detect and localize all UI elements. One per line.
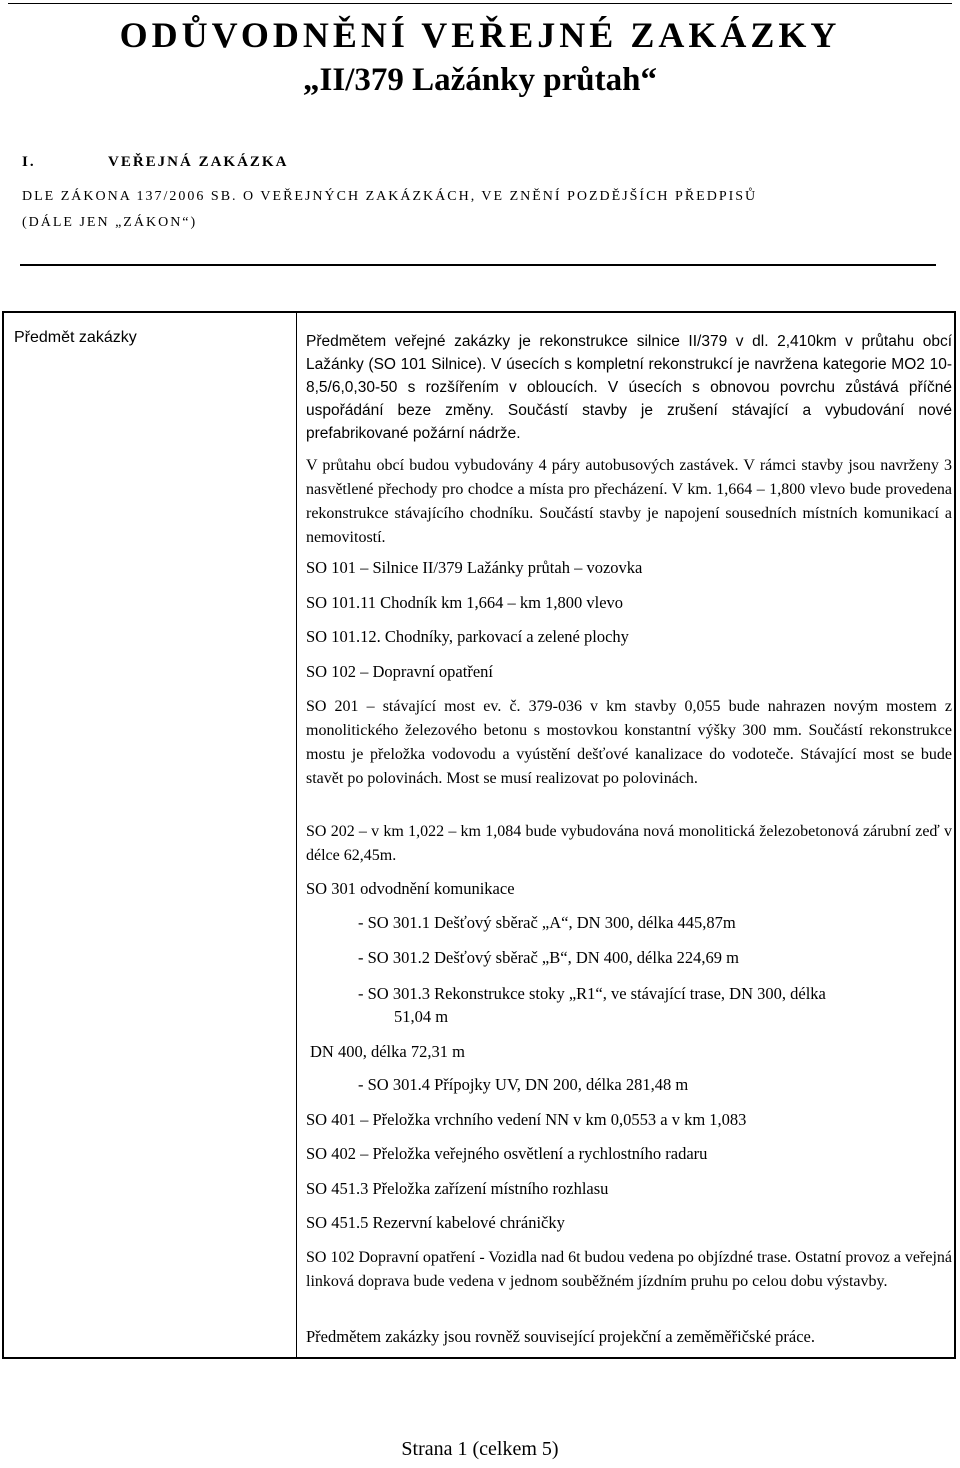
so4513-item: SO 451.3 Přeložka zařízení místního rozhlasu [306,1179,609,1198]
so3013-item-cont: 51,04 m [394,1007,449,1026]
so10112-item: SO 101.12. Chodníky, parkovací a zelené plochy [306,627,629,646]
subject-table [2,311,956,1359]
top-rule [8,3,952,4]
law-reference-line1: DLE ZÁKONA 137/2006 SB. O VEŘEJNÝCH ZAKÁZKÁCH, VE ZNĚNÍ POZDĚJŠÍCH PŘEDPISŮ [22,189,758,204]
law-reference-line2: (DÁLE JEN „ZÁKON“) [22,215,198,230]
so402-item: SO 402 – Přeložka veřejného osvětlení a rychlostního radaru [306,1144,708,1163]
section-title: VEŘEJNÁ ZAKÁZKA [108,154,289,170]
section-rule [20,264,936,266]
bus-stops-paragraph: V průtahu obcí budou vybudovány 4 páry autobusových zastávek. V rámci stavby jsou navrženy 3 nasvětlené přechody pro chodce a místa pro přecházení. V km. 1,664 – 1,800 vlevo bude provedena rekonstrukce stávajícího chodníku. Součástí stavby je napojení sousedních místních komunikací a nemovitostí. [306,457,952,546]
document-subtitle: „II/379 Lažánky průtah“ [303,62,657,98]
section-number: I. [22,154,36,170]
subject-label: Předmět zakázky [14,329,137,346]
so101-item: SO 101 – Silnice II/379 Lažánky průtah – vozovka [306,558,643,577]
so301-item: SO 301 odvodnění komunikace [306,879,515,898]
so102-traffic-paragraph: SO 102 Dopravní opatření - Vozidla nad 6t budou vedena po objízdné trase. Ostatní provoz a veřejná linková doprava bude vedena v jednom souběžném jízdním pruhu po celou dobu výstavby. [306,1249,952,1290]
so201-paragraph: SO 201 – stávající most ev. č. 379-036 v km stavby 0,055 bude nahrazen novým mostem z monolitického železového betonu s mostovkou konstantní výšky 300 mm. Součástí rekonstrukce mostu je přeložka vodovodu a vyústění dešťové kanalizace do vodoteče. Stávající most se bude stavět po polovinách. Most se musí realizovat po polovinách. [306,698,952,787]
so102-item: SO 102 – Dopravní opatření [306,662,493,681]
so3011-item: - SO 301.1 Dešťový sběrač „A“, DN 300, délka 445,87m [358,913,736,932]
section-heading [22,154,288,171]
intro-paragraph: Předmětem veřejné zakázky je rekonstrukce silnice II/379 v dl. 2,410km v průtahu obcí Lažánky (SO 101 Silnice). V úsecích s kompletní rekonstrukcí je navržena kategorie MO2 10-8,5/6,0,30-50 s rozšířením v obloucích. V úsecích s obnovou povrchu zůstává příčné uspořádání beze změny. Součástí stavby je zrušení stávající a vybudování nové prefabrikované požární nádrže. [306,333,952,442]
column-divider [296,313,297,1357]
so401-item: SO 401 – Přeložka vrchního vedení NN v km 0,0553 a v km 1,083 [306,1110,747,1129]
document-title: ODŮVODNĚNÍ VEŘEJNÉ ZAKÁZKY [119,15,841,55]
so3013-item: - SO 301.3 Rekonstrukce stoky „R1“, ve stávající trase, DN 300, délka [358,984,826,1003]
dn400-item: DN 400, délka 72,31 m [310,1042,465,1061]
page-number: Strana 1 (celkem 5) [401,1438,559,1460]
so10111-item: SO 101.11 Chodník km 1,664 – km 1,800 vlevo [306,593,624,612]
so3014-item: - SO 301.4 Přípojky UV, DN 200, délka 281,48 m [358,1075,689,1094]
so202-paragraph: SO 202 – v km 1,022 – km 1,084 bude vybudována nová monolitická železobetonová zárubní zeď v délce 62,45m. [306,823,952,864]
so3012-item: - SO 301.2 Dešťový sběrač „B“, DN 400, délka 224,69 m [358,948,739,967]
closing-line: Předmětem zakázky jsou rovněž související projekční a zeměměřičské práce. [306,1327,815,1346]
so4515-item: SO 451.5 Rezervní kabelové chráničky [306,1213,565,1232]
